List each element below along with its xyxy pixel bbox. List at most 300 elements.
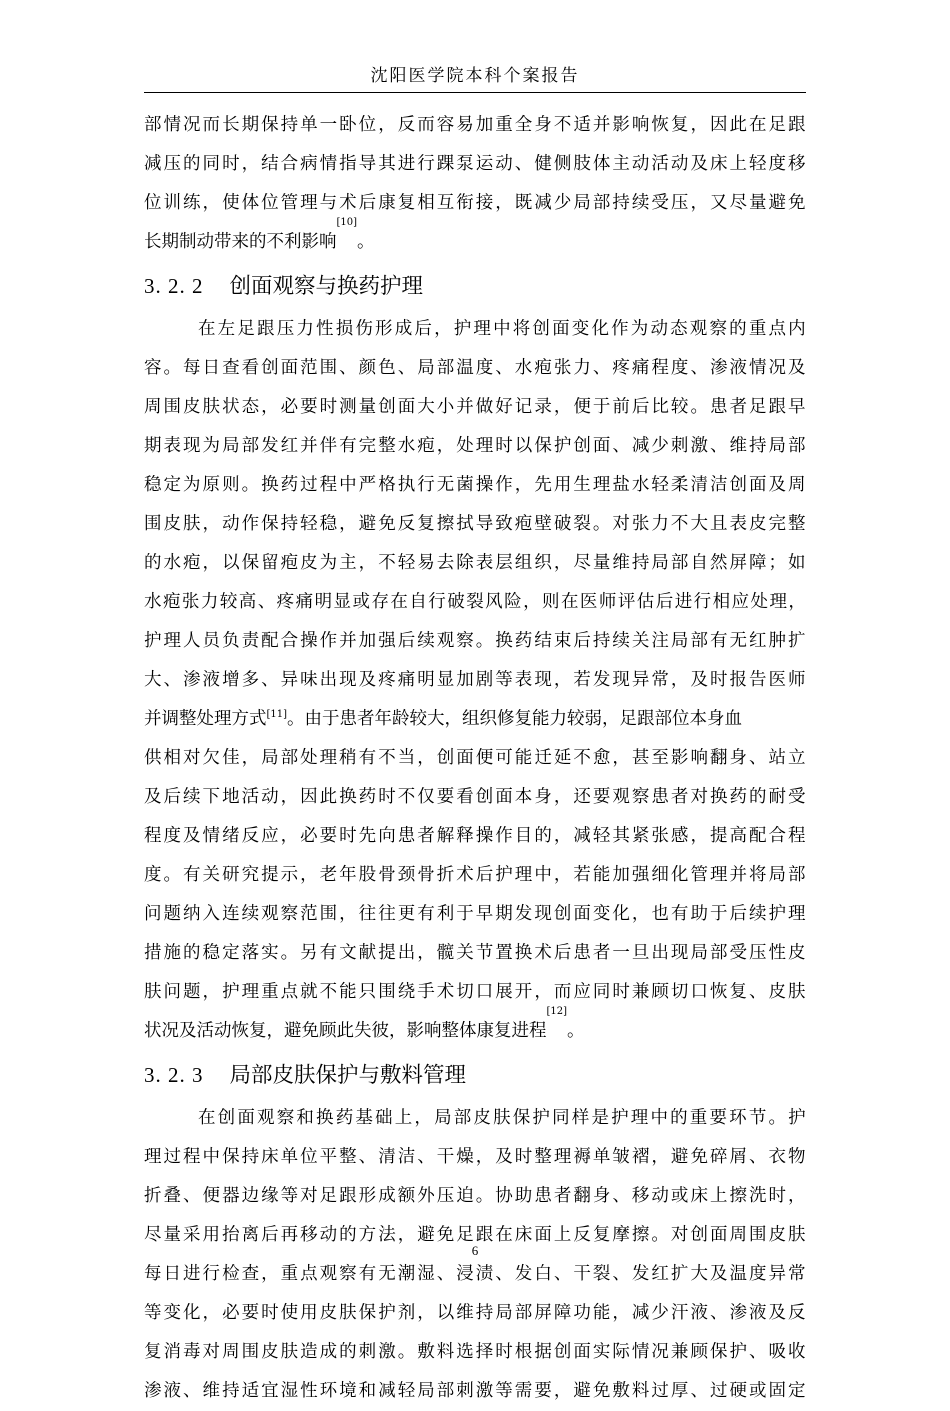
glyph: 后 (573, 631, 591, 651)
glyph: 药 (335, 1108, 354, 1128)
glyph: 干 (573, 1264, 591, 1284)
glyph: 围 (241, 1342, 260, 1362)
glyph: 部 (436, 1381, 455, 1401)
glyph: 则 (222, 475, 240, 495)
glyph: 变 (163, 1303, 182, 1323)
glyph: 硬 (729, 1381, 747, 1401)
glyph: 执 (397, 475, 416, 495)
glyph: 就 (300, 982, 318, 1002)
glyph: 。 (475, 631, 494, 651)
glyph: 。 (690, 397, 708, 417)
glyph: 处 (300, 748, 318, 768)
glyph: 续 (417, 631, 435, 651)
glyph: 褶 (631, 1147, 650, 1167)
glyph: 期 (495, 904, 513, 924)
glyph: 一 (612, 943, 630, 963)
glyph: 激 (690, 436, 708, 456)
glyph: 病 (300, 154, 318, 174)
glyph: 受 (788, 787, 806, 807)
glyph: 、 (163, 670, 182, 690)
glyph: 激 (378, 1342, 396, 1362)
glyph: 续 (631, 193, 650, 213)
glyph: 施 (163, 943, 182, 963)
glyph: 表 (475, 553, 494, 573)
glyph: 格 (378, 475, 396, 495)
glyph: 跟 (339, 1186, 357, 1206)
glyph: 反 (573, 1225, 591, 1245)
glyph: 液 (202, 670, 221, 690)
glyph: 。 (280, 943, 299, 963)
glyph: 、 (748, 1342, 767, 1362)
glyph: 活 (241, 787, 260, 807)
glyph: 免 (690, 1147, 708, 1167)
glyph: 实 (261, 943, 279, 963)
glyph: 菌 (456, 475, 474, 495)
glyph: 增 (222, 670, 240, 690)
glyph: 过 (651, 1381, 669, 1401)
glyph: 而 (553, 982, 572, 1002)
glyph: ， (261, 1264, 279, 1284)
glyph: 能 (514, 748, 533, 768)
glyph: 减 (534, 193, 552, 213)
glyph: 且 (709, 514, 728, 534)
glyph: 期 (241, 115, 260, 135)
glyph: 下 (202, 787, 221, 807)
glyph: 或 (670, 1186, 689, 1206)
text-line (144, 106, 806, 145)
glyph: 部 (592, 193, 611, 213)
glyph: 衣 (768, 1147, 786, 1167)
glyph: 管 (280, 193, 299, 213)
glyph: 疱 (280, 553, 299, 573)
glyph: 液 (690, 1303, 708, 1323)
glyph: 位 (358, 115, 377, 135)
glyph: 反 (397, 115, 416, 135)
glyph: 部 (241, 436, 260, 456)
section-heading-3-2-2 (144, 262, 806, 310)
glyph: 创 (553, 904, 572, 924)
glyph: 连 (222, 904, 240, 924)
glyph: 同 (592, 982, 611, 1002)
glyph: 局 (434, 1108, 452, 1128)
glyph: 单 (592, 1147, 611, 1167)
glyph: 配 (748, 826, 767, 846)
glyph: 发 (261, 436, 279, 456)
glyph: 助 (690, 904, 708, 924)
glyph: 理 (630, 1108, 649, 1128)
glyph: 相 (163, 748, 182, 768)
glyph: 局 (768, 436, 786, 456)
glyph: 保 (709, 1342, 728, 1362)
glyph: 轻 (592, 826, 611, 846)
glyph: 、 (514, 154, 533, 174)
glyph: 缘 (261, 1186, 279, 1206)
glyph: 者 (417, 826, 435, 846)
glyph: 患 (573, 943, 591, 963)
glyph: 操 (475, 475, 494, 495)
glyph: 周 (788, 475, 806, 495)
glyph: 持 (280, 115, 299, 135)
glyph: 师 (598, 592, 617, 612)
glyph: 常 (651, 670, 669, 690)
glyph: 部 (670, 553, 689, 573)
glyph: 要 (709, 1108, 727, 1128)
section-title: 创面观察与换药护理 (229, 274, 424, 299)
glyph: 察 (709, 319, 727, 339)
glyph: 创 (553, 1342, 572, 1362)
glyph: 过 (163, 1147, 182, 1167)
glyph: 等 (144, 1303, 162, 1323)
glyph: 摩 (612, 1225, 630, 1245)
glyph: 献 (358, 943, 377, 963)
glyph: 并 (456, 397, 474, 417)
glyph: 高 (238, 592, 257, 612)
glyph: 与 (319, 193, 338, 213)
glyph: 行 (417, 154, 435, 174)
glyph: 况 (768, 358, 786, 378)
glyph: 协 (495, 1186, 513, 1206)
glyph: 稳 (202, 943, 221, 963)
glyph: 破 (553, 514, 572, 534)
glyph: 术 (456, 865, 474, 885)
glyph: 红 (748, 631, 767, 651)
text-line (144, 1294, 806, 1333)
glyph: 处 (750, 592, 768, 612)
glyph: 应 (731, 592, 750, 612)
glyph: 仅 (417, 787, 435, 807)
glyph: 身 (592, 1186, 611, 1206)
glyph: 燥 (456, 1147, 474, 1167)
glyph: 局 (417, 358, 435, 378)
glyph: 、 (612, 1186, 630, 1206)
glyph: 少 (651, 436, 669, 456)
glyph: 护 (222, 982, 240, 1002)
glyph: ； (768, 553, 786, 573)
glyph: 察 (631, 787, 650, 807)
glyph: 渗 (709, 358, 728, 378)
glyph: 换 (316, 1108, 334, 1128)
glyph: ， (436, 436, 455, 456)
glyph: ， (280, 826, 299, 846)
glyph: 、 (358, 1147, 377, 1167)
glyph: 实 (592, 1342, 611, 1362)
glyph: 。 (475, 1186, 494, 1206)
glyph: 减 (573, 826, 591, 846)
glyph: 查 (222, 358, 240, 378)
glyph: 护 (532, 1108, 550, 1128)
glyph: 足 (748, 397, 767, 417)
glyph: 红 (651, 1264, 669, 1284)
glyph: ， (202, 982, 221, 1002)
glyph: 肤 (493, 1108, 511, 1128)
glyph: 便 (573, 397, 591, 417)
glyph: 稍 (339, 748, 357, 768)
text-line (144, 1333, 806, 1372)
glyph: 风 (485, 592, 503, 612)
glyph: 轻 (397, 553, 416, 573)
glyph: 择 (475, 1342, 494, 1362)
glyph: 操 (300, 631, 318, 651)
glyph: 擦 (436, 514, 455, 534)
glyph: 及 (183, 826, 201, 846)
glyph: 出 (397, 943, 416, 963)
glyph: 保 (358, 1303, 377, 1323)
citation-marker: [12] (546, 1006, 568, 1017)
glyph: 严 (358, 475, 377, 495)
glyph: 患 (651, 787, 669, 807)
glyph: 以 (514, 436, 533, 456)
glyph: 裂 (466, 592, 484, 612)
glyph: 度 (475, 358, 494, 378)
glyph: 以 (222, 553, 240, 573)
glyph: 较 (219, 592, 238, 612)
glyph: 体 (592, 154, 611, 174)
glyph: 问 (163, 982, 182, 1002)
glyph: 。 (163, 865, 182, 885)
glyph: ， (788, 1186, 806, 1206)
glyph: ， (553, 787, 572, 807)
glyph: 皮 (768, 1225, 786, 1245)
glyph: 额 (397, 1186, 416, 1206)
glyph: 此 (729, 115, 747, 135)
glyph: 查 (241, 1264, 260, 1284)
glyph: 理 (592, 475, 611, 495)
glyph: 记 (514, 397, 533, 417)
glyph: 复 (729, 982, 747, 1002)
glyph: 表 (729, 514, 747, 534)
glyph: 如 (788, 553, 806, 573)
glyph: 明 (314, 592, 333, 612)
glyph: 轻 (300, 514, 318, 534)
glyph: 样 (571, 1108, 590, 1128)
glyph: 加 (456, 670, 474, 690)
glyph: 屏 (534, 1303, 552, 1323)
glyph: 破 (447, 592, 465, 612)
glyph: 移 (300, 1225, 318, 1245)
glyph: 能 (592, 865, 611, 885)
glyph: 的 (339, 1342, 357, 1362)
text-line (144, 145, 806, 184)
glyph: 束 (553, 631, 572, 651)
glyph: 化 (670, 865, 689, 885)
glyph: ， (788, 592, 806, 612)
text-run (144, 700, 742, 739)
glyph: 稳 (319, 514, 338, 534)
glyph: 洁 (397, 1147, 416, 1167)
glyph: 创 (378, 397, 396, 417)
glyph: 床 (690, 1186, 708, 1206)
glyph: 留 (261, 553, 279, 573)
glyph: 有 (417, 904, 435, 924)
glyph: 时 (319, 397, 338, 417)
glyph: 相 (712, 592, 731, 612)
glyph: 换 (514, 943, 533, 963)
glyph: 去 (436, 553, 455, 573)
glyph: 色 (378, 358, 396, 378)
glyph: ， (414, 1108, 432, 1128)
glyph: ， (612, 748, 630, 768)
glyph: 疱 (514, 514, 533, 534)
glyph: 用 (553, 475, 572, 495)
glyph: 压 (670, 193, 689, 213)
glyph: 等 (495, 1381, 513, 1401)
section-title: 局部皮肤保护与敷料管理 (229, 1063, 467, 1088)
glyph: 程 (144, 826, 162, 846)
glyph: 减 (631, 1303, 650, 1323)
glyph: 并 (339, 631, 357, 651)
glyph: 耐 (768, 787, 786, 807)
glyph: 开 (514, 982, 533, 1002)
glyph: 度 (768, 154, 786, 174)
glyph: 复 (670, 115, 689, 135)
glyph: 换 (709, 787, 728, 807)
glyph: 围 (319, 904, 338, 924)
glyph: ， (534, 982, 552, 1002)
text-line (144, 895, 806, 934)
glyph: 理 (241, 982, 260, 1002)
glyph: 护 (553, 436, 572, 456)
glyph: 者 (670, 787, 689, 807)
glyph: 能 (339, 982, 357, 1002)
glyph: 局 (495, 1303, 513, 1323)
glyph: 尽 (729, 193, 747, 213)
glyph: 理 (144, 1147, 162, 1167)
glyph: 情 (631, 1342, 650, 1362)
glyph: 现 (670, 943, 689, 963)
glyph: 术 (534, 943, 552, 963)
glyph: 只 (358, 982, 377, 1002)
glyph: 关 (202, 865, 221, 885)
glyph: 理 (709, 865, 728, 885)
page-header: 沈阳医学院本科个案报告 (144, 60, 806, 93)
glyph: 持 (592, 631, 611, 651)
glyph: 关 (456, 943, 474, 963)
glyph: 落 (241, 943, 260, 963)
glyph: 创 (475, 787, 494, 807)
glyph: 应 (573, 982, 591, 1002)
glyph: 清 (690, 475, 708, 495)
glyph: 疱 (162, 592, 181, 612)
text-run: 。由于患者年龄较大，组织修复能力较弱，足跟部位本身血 (287, 709, 743, 729)
glyph: 存 (371, 592, 389, 612)
glyph: 的 (729, 319, 747, 339)
glyph: 红 (280, 436, 299, 456)
glyph: 要 (592, 787, 611, 807)
glyph: 入 (202, 904, 221, 924)
glyph: 无 (436, 475, 455, 495)
glyph: 少 (553, 193, 572, 213)
glyph: 刺 (456, 1381, 474, 1401)
glyph: 每 (144, 1264, 162, 1284)
glyph: 避 (768, 193, 786, 213)
text-line (144, 505, 806, 544)
glyph: 有 (670, 904, 689, 924)
glyph: 迫 (456, 1186, 474, 1206)
glyph: 单 (300, 115, 318, 135)
glyph: 法 (378, 1225, 396, 1245)
glyph: 厚 (670, 1381, 689, 1401)
glyph: 绕 (397, 982, 416, 1002)
glyph: 将 (512, 319, 531, 339)
glyph: 疱 (183, 553, 201, 573)
glyph: 并 (592, 115, 611, 135)
glyph: 险 (504, 592, 522, 612)
glyph: 对 (612, 514, 630, 534)
glyph: 选 (456, 1342, 474, 1362)
glyph: ， (417, 1303, 435, 1323)
glyph: 环 (729, 1108, 747, 1128)
glyph: 甚 (631, 748, 650, 768)
glyph: 。 (768, 1108, 786, 1128)
glyph: 究 (241, 865, 260, 885)
glyph: 跟 (257, 319, 275, 339)
glyph: 在 (560, 592, 579, 612)
glyph: 皮 (748, 514, 767, 534)
glyph: 运 (475, 154, 494, 174)
text-line (144, 661, 806, 700)
glyph: 好 (495, 397, 513, 417)
glyph: 局 (690, 943, 708, 963)
glyph: 的 (183, 154, 201, 174)
glyph: 、 (553, 1264, 572, 1284)
glyph: 剂 (397, 1303, 416, 1323)
glyph: 时 (612, 982, 630, 1002)
glyph: 足 (237, 319, 255, 339)
glyph: 固 (768, 1381, 786, 1401)
glyph: 生 (573, 475, 591, 495)
glyph: 能 (592, 1303, 611, 1323)
glyph: ， (553, 670, 572, 690)
glyph: 节 (748, 1108, 767, 1128)
glyph: 成 (394, 319, 413, 339)
glyph: 器 (222, 1186, 240, 1206)
glyph: 换 (261, 475, 279, 495)
glyph: 局 (222, 436, 240, 456)
glyph: 有 (358, 748, 377, 768)
glyph: 中 (493, 319, 511, 339)
glyph: 免 (592, 1381, 611, 1401)
glyph: 表 (514, 670, 533, 690)
glyph: 骨 (417, 865, 435, 885)
glyph: 持 (241, 1147, 260, 1167)
glyph: 免 (436, 1225, 455, 1245)
glyph: 置 (495, 943, 513, 963)
glyph: 尽 (144, 1225, 162, 1245)
glyph: 轻 (397, 1381, 416, 1401)
glyph: ， (523, 592, 541, 612)
glyph: 观 (612, 787, 630, 807)
glyph: 目 (514, 826, 533, 846)
glyph: 、 (748, 748, 767, 768)
glyph: 发 (514, 904, 533, 924)
glyph: 必 (222, 1303, 240, 1323)
glyph: 于 (592, 397, 611, 417)
text-line (144, 856, 806, 895)
glyph: 释 (456, 826, 474, 846)
glyph: 。 (592, 514, 611, 534)
glyph: 位 (300, 1147, 318, 1167)
glyph: 及 (768, 475, 786, 495)
glyph: 作 (611, 319, 629, 339)
glyph: ， (202, 1303, 221, 1323)
glyph: 创 (690, 1225, 708, 1245)
glyph: 察 (280, 904, 299, 924)
glyph: 用 (300, 1303, 318, 1323)
glyph: 部 (453, 1108, 472, 1128)
glyph: 面 (709, 1225, 728, 1245)
glyph: 压 (748, 943, 767, 963)
glyph: 情 (319, 154, 338, 174)
